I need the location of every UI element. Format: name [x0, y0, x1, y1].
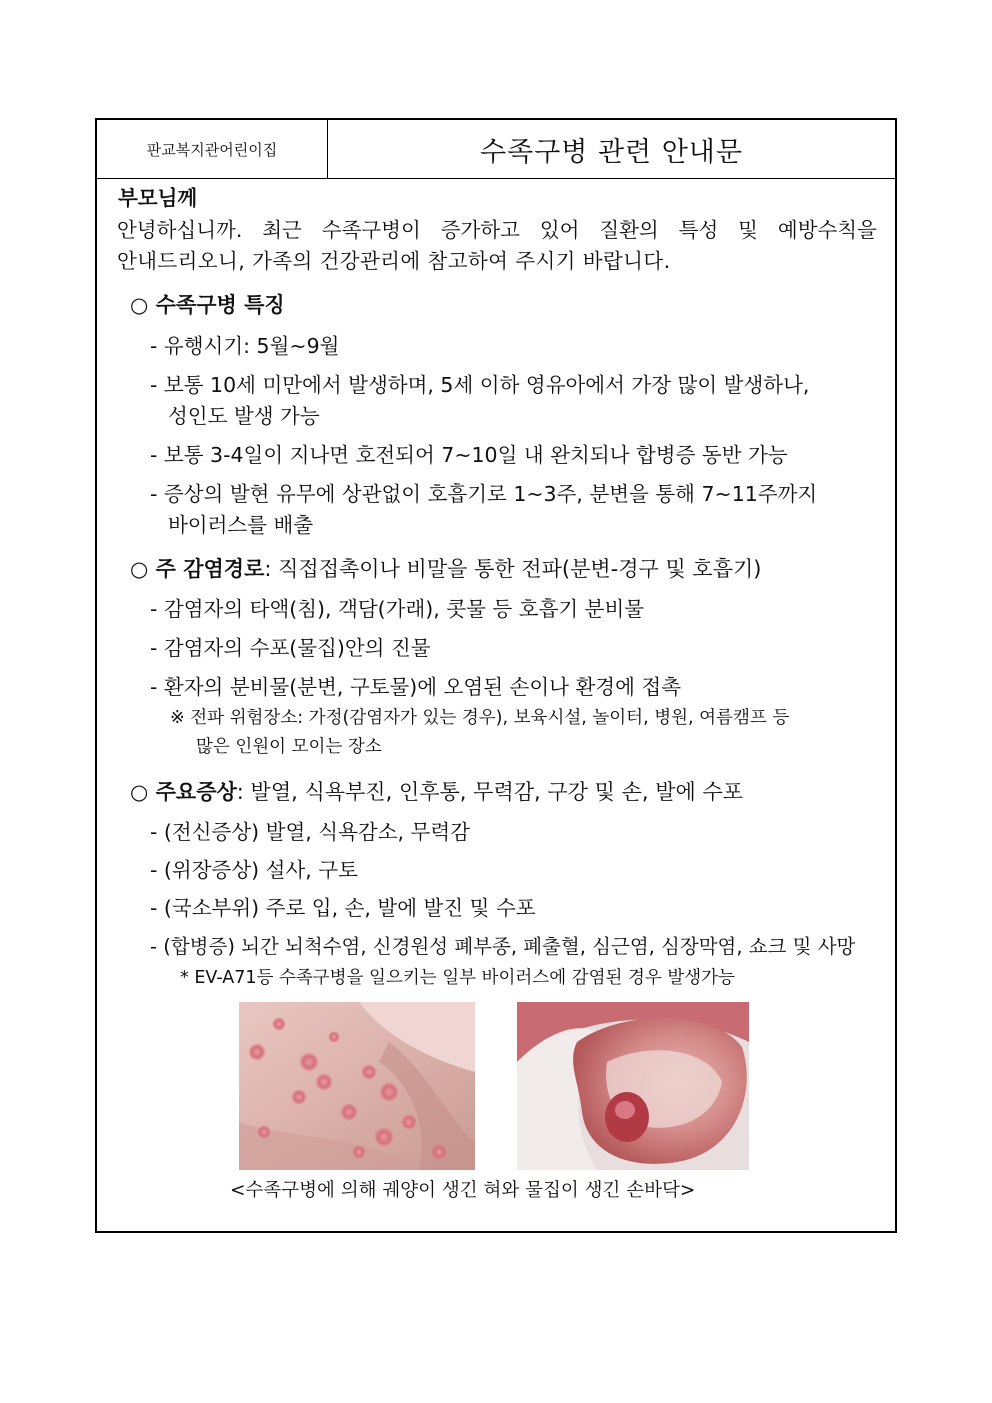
- list-item-continuation: 바이러스를 배출: [168, 513, 314, 537]
- intro-word: 최근: [262, 218, 302, 242]
- photo-caption: <수족구병에 의해 궤양이 생긴 혀와 물집이 생긴 손바닥>: [230, 1180, 696, 1201]
- organization-name: 판교복지관어린이집: [97, 120, 328, 178]
- list-item: - 감염자의 수포(물집)안의 진물: [150, 636, 431, 660]
- intro-word: 수족구병이: [321, 218, 421, 242]
- list-item: - 보통 3-4일이 지나면 호전되어 7~10일 내 완치되나 합병증 동반 가능: [150, 443, 788, 467]
- section-title-rest: : 발열, 식욕부진, 인후통, 무력감, 구강 및 손, 발에 수포: [236, 780, 744, 804]
- list-item: - (국소부위) 주로 입, 손, 발에 발진 및 수포: [150, 896, 536, 920]
- document-title: 수족구병 관련 안내문: [480, 136, 743, 168]
- section-title-rest: : 직접접촉이나 비말을 통한 전파(분변-경구 및 호흡기): [264, 557, 762, 581]
- list-item: - (위장증상) 설사, 구토: [150, 858, 358, 882]
- intro-word: 예방수칙을: [777, 218, 877, 242]
- risk-place-note-continuation: 많은 인원이 모이는 장소: [196, 737, 382, 757]
- list-item: - 증상의 발현 유무에 상관없이 호흡기로 1~3주, 분변을 통해 7~11주까지: [150, 482, 818, 506]
- greeting: 부모님께: [118, 186, 198, 210]
- list-item: - 보통 10세 미만에서 발생하며, 5세 이하 영유아에서 가장 많이 발생하나,: [150, 373, 810, 397]
- list-item: - 감염자의 타액(침), 객담(가래), 콧물 등 호흡기 분비물: [150, 597, 645, 621]
- list-item: - 환자의 분비물(분변, 구토물)에 오염된 손이나 환경에 접촉: [150, 675, 681, 699]
- list-item-continuation: 성인도 발생 가능: [168, 404, 320, 428]
- ev-a71-note: * EV-A71등 수족구병을 일으키는 일부 바이러스에 감염된 경우 발생가능: [180, 968, 735, 988]
- risk-place-note: ※ 전파 위험장소: 가정(감염자가 있는 경우), 보육시설, 놀이터, 병원, 여름캠프 등: [170, 708, 790, 728]
- intro-word: 특성: [678, 218, 719, 242]
- section-title-bold: ○ 주 감염경로: [130, 557, 265, 581]
- list-item: - (전신증상) 발열, 식욕감소, 무력감: [150, 820, 470, 844]
- hand-blister-photo: [239, 1002, 475, 1170]
- header-row: [97, 120, 895, 179]
- tongue-ulcer-photo: [517, 1002, 749, 1170]
- list-item: - (합병증) 뇌간 뇌척수염, 신경원성 폐부종, 폐출혈, 심근염, 심장막염, 쇼크 및 사망: [150, 935, 856, 958]
- section-title-infection-route: [130, 553, 762, 583]
- section-title-bold: ○ 주요증상: [130, 780, 237, 804]
- intro-word: 있어: [539, 218, 580, 242]
- intro-word: 증가하고: [440, 218, 520, 242]
- section-title-features: ○ 수족구병 특징: [130, 293, 285, 317]
- intro-line-2: 안내드리오니, 가족의 건강관리에 참고하여 주시기 바랍니다.: [117, 249, 671, 273]
- list-item: - 유행시기: 5월~9월: [150, 334, 340, 358]
- intro-word: 안녕하십니까.: [117, 218, 243, 242]
- intro-line-1: [117, 213, 877, 243]
- section-title-symptoms: [130, 776, 743, 806]
- intro-word: 및: [738, 218, 758, 242]
- intro-word: 질환의: [599, 218, 659, 242]
